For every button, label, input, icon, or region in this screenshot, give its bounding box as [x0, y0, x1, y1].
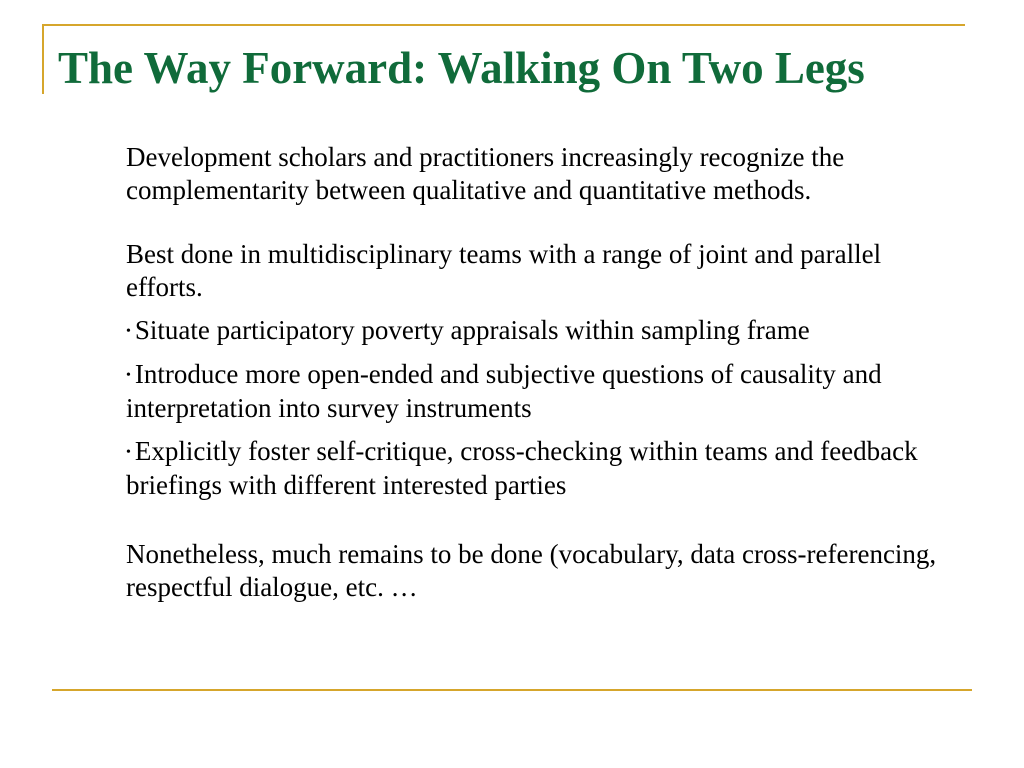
conclusion-paragraph: Nonetheless, much remains to be done (vocabulary, data cross-referencing, respectful dialogue, etc. … — [126, 539, 937, 602]
bullet-dot-icon: • — [126, 324, 131, 339]
bullet-dot-icon: • — [126, 445, 131, 460]
left-rule — [42, 24, 44, 94]
bullet-text: Explicitly foster self-critique, cross-checking within teams and feedback briefings with different interested parties — [126, 436, 918, 500]
slide-body — [126, 141, 946, 604]
top-rule — [42, 24, 965, 26]
bullet-text: Introduce more open-ended and subjective questions of causality and interpretation into survey instruments — [126, 359, 882, 423]
best-done-paragraph: Best done in multidisciplinary teams with a range of joint and parallel efforts. — [126, 239, 882, 302]
intro-paragraph: Development scholars and practitioners increasingly recognize the complementarity between qualitative and quantitative methods. — [126, 142, 845, 205]
bullet-item — [126, 314, 946, 348]
bullet-item — [126, 358, 946, 425]
slide-title: The Way Forward: Walking On Two Legs — [58, 43, 865, 93]
bullet-item — [126, 435, 946, 502]
bullet-dot-icon: • — [126, 368, 131, 383]
bullet-text: Situate participatory poverty appraisals within sampling frame — [134, 315, 810, 345]
bottom-rule — [52, 689, 972, 691]
